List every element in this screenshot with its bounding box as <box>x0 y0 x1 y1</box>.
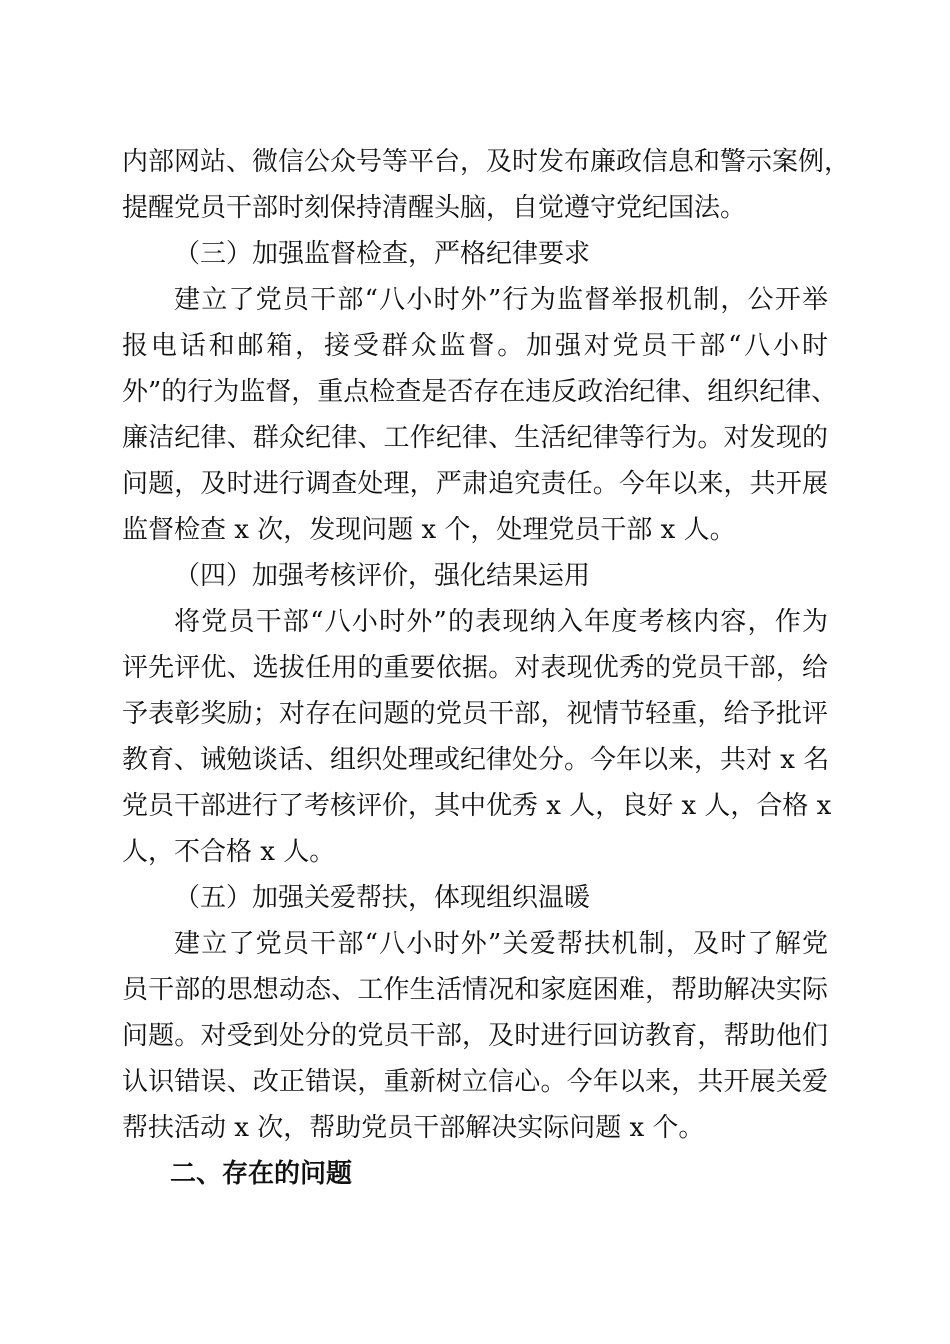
body-text-line: 监督检查 x 次，发现问题 x 个，处理党员干部 x 人。 <box>122 515 736 545</box>
body-text-line: 评先评优、选拔任用的重要依据。对表现优秀的党员干部，给 <box>122 653 828 683</box>
body-text-line: 党员干部进行了考核评价，其中优秀 x 人，良好 x 人，合格 x <box>122 791 832 821</box>
body-text-line: 建立了党员干部“八小时外”行为监督举报机制，公开举 <box>174 285 828 315</box>
body-text-line: 问题，及时进行调查处理，严肃追究责任。今年以来，共开展 <box>122 469 828 499</box>
body-text-line: 认识错误、改正错误，重新树立信心。今年以来，共开展关爱 <box>122 1067 828 1097</box>
subsection-heading-3: （三）加强监督检查，严格纪律要求 <box>174 239 591 269</box>
body-text-line: 建立了党员干部“八小时外”关爱帮扶机制，及时了解党 <box>174 929 828 959</box>
body-text-line: 员干部的思想动态、工作生活情况和家庭困难，帮助解决实际 <box>122 975 828 1005</box>
body-text-line: 帮扶活动 x 次，帮助党员干部解决实际问题 x 个。 <box>122 1113 705 1143</box>
body-text-line: 廉洁纪律、群众纪律、工作纪律、生活纪律等行为。对发现的 <box>122 423 828 453</box>
body-text-line: 教育、诫勉谈话、组织处理或纪律处分。今年以来，共对 x 名 <box>122 745 830 775</box>
section-heading-2: 二、存在的问题 <box>170 1159 353 1189</box>
body-text-line: 将党员干部“八小时外”的表现纳入年度考核内容，作为 <box>174 607 828 637</box>
body-text-line: 外”的行为监督，重点检查是否存在违反政治纪律、组织纪律、 <box>122 377 838 407</box>
body-text-line: 问题。对受到处分的党员干部，及时进行回访教育，帮助他们 <box>122 1021 828 1051</box>
subsection-heading-5: （五）加强关爱帮扶，体现组织温暖 <box>174 883 591 913</box>
body-text-line: 人，不合格 x 人。 <box>122 837 336 867</box>
subsection-heading-4: （四）加强考核评价，强化结果运用 <box>174 561 591 591</box>
body-text-line: 报电话和邮箱，接受群众监督。加强对党员干部“八小时 <box>122 331 828 361</box>
body-text-line: 内部网站、微信公众号等平台，及时发布廉政信息和警示案例， <box>122 147 851 177</box>
body-text-line: 予表彰奖励；对存在问题的党员干部，视情节轻重，给予批评 <box>122 699 828 729</box>
body-text-line: 提醒党员干部时刻保持清醒头脑，自觉遵守党纪国法。 <box>122 193 747 223</box>
